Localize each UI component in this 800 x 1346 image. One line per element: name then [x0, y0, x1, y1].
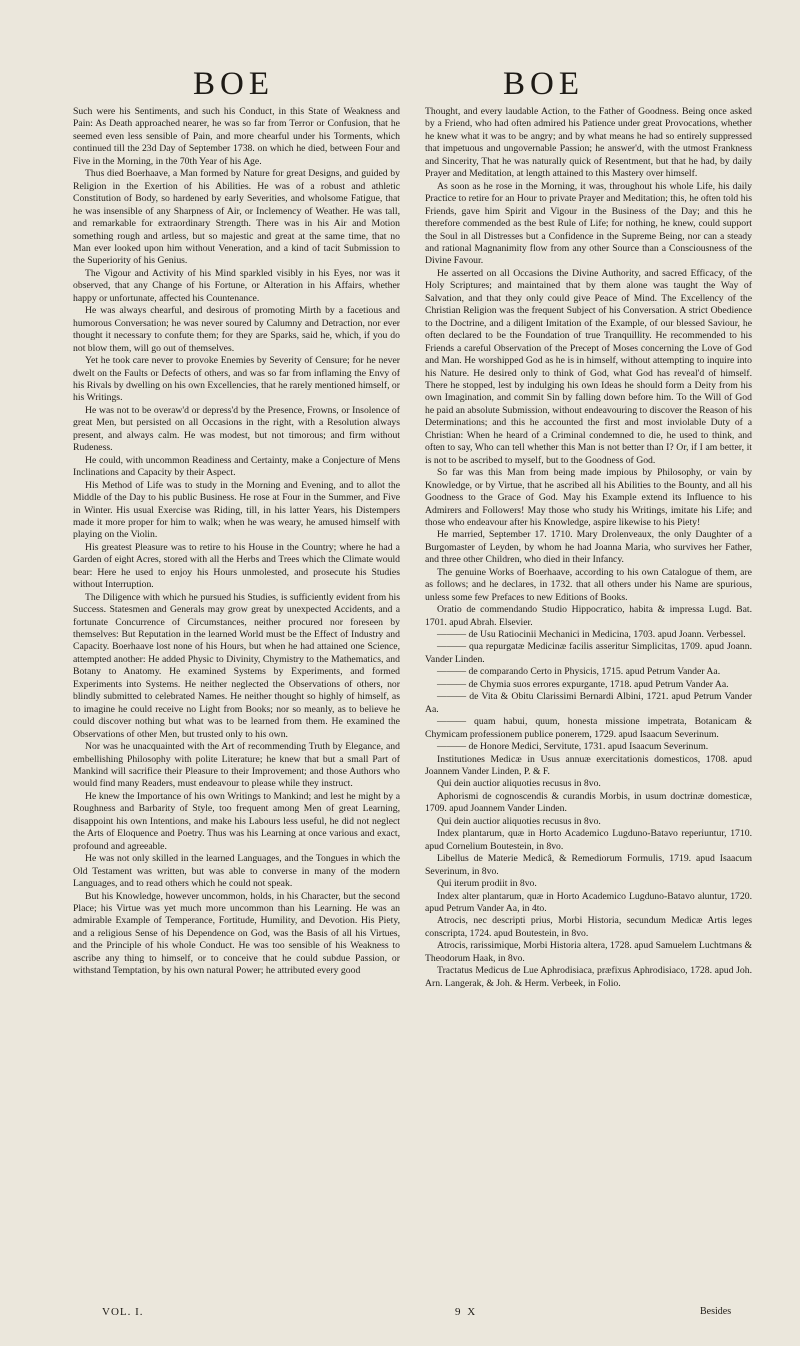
paragraph: ——— de Usu Ratiocinii Mechanici in Medicina, 1703. apud Joann. Verbessel. [437, 629, 746, 641]
paragraph: Such were his Sentiments, and such his Conduct, in this State of Weakness and Pain: As Death approached nearer, he was so far from Terror or Confusion, that he seemed even less sensible of Pain, and more chearful under his Torments, which continued till the 23d Day of September 1738. on which he died, between Four and Five in the Morning, in the 70th Year of his Age. [73, 106, 400, 167]
paragraph: The Diligence with which he pursued his Studies, is sufficiently evident from his Success. Statesmen and Generals may grow great by unexpected Accidents, and a fortunate Concurrence of Circumstances, neither procured nor foreseen by themselves: But Reputation in the learned World must be the Effect of Industry and Capacity. Boerhaave lost none of his Hours, but when he had attained one Science, attempted another: He added Physic to Divinity, Chymistry to the Mathematics, and Botany to Anatomy. He examined Systems by Experiments, and formed Experiments into Systems. He neither neglected the Observations of others, nor blindly submitted to celebrated Names. He neither thought so highly of himself, as to imagine he could receive no Light from Books; nor so meanly, as to believe he could discover nothing but what was to be learned from them. He examined the Observations of other Men, but trusted only to his own. [73, 591, 400, 740]
paragraph: He was always chearful, and desirous of promoting Mirth by a facetious and humorous Conversation; he was never soured by Calumny and Detraction, nor ever thought it necessary to confute them; for they are Sparks, said he, which, if you do not blow them, will go out of themselves. [73, 305, 400, 354]
paragraph: Atrocis, rarissimique, Morbi Historia altera, 1728. apud Samuelem Luchtmans & Theodorum Haak, in 8vo. [425, 940, 752, 964]
paragraph: Atrocis, nec descripti prius, Morbi Historia, secundum Medicæ Artis leges conscripta, 1724. apud Boutestein, in 8vo. [425, 915, 752, 939]
paragraph: ——— qua repurgatæ Medicinæ facilis asseritur Simplicitas, 1709. apud Joann. Vander Linden. [425, 641, 752, 665]
paragraph: ——— de comparando Certo in Physicis, 1715. apud Petrum Vander Aa. [437, 666, 721, 678]
page-footer [0, 1306, 800, 1326]
paragraph: Libellus de Materie Medicâ, & Remediorum Formulis, 1719. apud Isaacum Severinum, in 8vo. [425, 853, 752, 877]
paragraph: Nor was he unacquainted with the Art of recommending Truth by Elegance, and embellishing Philosophy with polite Literature; he knew that but a small Part of Mankind will sacrifice their Pleasure to their Improvement; and those Authors who would find many Readers, must endeavour to please while they instruct. [73, 741, 400, 790]
paragraph: His Method of Life was to study in the Morning and Evening, and to allot the Middle of the Day to his public Business. He rose at Four in the Summer, and Five in Winter. His usual Exercise was Riding, till, in his latter Years, his Distempers made it more proper for him to walk; when he was weary, he amused himself with playing on the Violin. [73, 479, 400, 541]
paragraph: He was not only skilled in the learned Languages, and the Tongues in which the Old Testament was written, but was able to converse in many of the modern Languages, and to read others which he could not speak. [73, 853, 400, 890]
paragraph: Thought, and every laudable Action, to the Father of Goodness. Being once asked by a Friend, who had often admired his Patience under great Provocations, whether he knew what it was to be angry; and by what means he had so entirely suppressed that impetuous and ungovernable Passion; he answer'd, with the utmost Frankness and Sincerity, That he was naturally quick of Resentment, but that he had, by daily Prayer and Meditation, at length attained to this Mastery over himself. [425, 106, 752, 180]
paragraph: The genuine Works of Boerhaave, according to his own Catalogue of them, are as follows; and he declares, in 1732. that all others under his Name are spurious, unless some few Prefaces to new Editions of Books. [425, 566, 752, 603]
paragraph: ——— de Honore Medici, Servitute, 1731. apud Isaacum Severinum. [437, 741, 709, 753]
paragraph: He was not to be overaw'd or depress'd by the Presence, Frowns, or Insolence of great Men, but persisted on all Occasions in the right, with a Resolution always present, and always calm. He was modest, but not timorous; and firm without Rudeness. [73, 404, 400, 454]
paragraph: ——— de Chymia suos errores expurgante, 1718. apud Petrum Vander Aa. [437, 678, 729, 690]
volume-label: VOL. I. [102, 1306, 144, 1318]
paragraph: Institutiones Medicæ in Usus annuæ exercitationis domesticos, 1708. apud Joannem Vander Linden, P. & F. [425, 753, 752, 778]
paragraph: He asserted on all Occasions the Divine Authority, and sacred Efficacy, of the Holy Scriptures; and maintained that by them alone was taught the Way of Salvation, and that they only could give Peace of Mind. The Excellency of the Christian Religion was the frequent Subject of his Conversation. A strict Obedience to the Doctrine, and a diligent Imitation of the Example, of our blessed Saviour, he often declared to be the Foundation of true Tranquillity. He recommended to his Friends a careful Observation of the Precept of Moses concerning the Love of God and Man. He worshipped God as he is in himself, without attempting to inquire into his Nature. He desired only to think of God, what God has reveal'd of himself. There he stopped, lest by indulging his own Ideas he should form a Deity from his own Imagination, and commit Sin by falling down before him. To the Will of God he paid an absolute Submission, without endeavouring to discover the Reason of his Determinations; and this he accounted the first and most inviolable Duty of a Christian: When he heard of a Criminal condemned to die, he used to think, and often to say, Who can tell whether this Man is not better than I? Or, if I am better, it is not to be ascribed to myself, but to the Goodness of God. [425, 267, 752, 466]
paragraph: Tractatus Medicus de Lue Aphrodisiaca, præfixus Aphrodisiaco, 1728. apud Joh. Arn. Langerak, & Joh. & Herm. Verbeek, in Folio. [425, 965, 752, 989]
paragraph: The Vigour and Activity of his Mind sparkled visibly in his Eyes, nor was it observed, that any Change of his Fortune, or Alteration in his Affairs, whether happy or unfortunate, affected his Countenance. [73, 267, 400, 304]
paragraph: Qui iterum prodiit in 8vo. [437, 878, 537, 890]
paragraph: Thus died Boerhaave, a Man formed by Nature for great Designs, and guided by Religion in the Exertion of his Abilities. He was of a robust and athletic Constitution of Body, so hardened by early Severities, and wholsome Fatigue, that he was insensible of any Sharpness of Air, or Inclemency of Weather. He was tall, and remarkable for extraordinary Strength. There was in his Air and Motion something rough and artless, but so majestic and great at the same time, that no Man ever looked upon him without Veneration, and a kind of tacit Submission to the Superiority of his Genius. [73, 168, 400, 267]
paragraph: Index alter plantarum, quæ in Horto Academico Lugduno-Batavo aluntur, 1720. apud Petrum Vander Aa, in 4to. [425, 890, 752, 914]
header-right-title: BOE [503, 66, 584, 102]
paragraph: Yet he took care never to provoke Enemies by Severity of Censure; for he never dwelt on the Faults or Defects of others, and was so far from inflaming the Envy of his Rivals by dwelling on his own Excellencies, that he rarely mentioned himself, or his Writings. [73, 355, 400, 404]
left-column [73, 106, 400, 1210]
right-column [425, 106, 752, 1210]
paragraph: Oratio de commendando Studio Hippocratico, habita & impressa Lugd. Bat. 1701. apud Abrah. Elsevier. [425, 604, 752, 628]
paragraph: He knew the Importance of his own Writings to Mankind; and lest he might by a Roughness and Barbarity of Style, too frequent among Men of great Learning, disappoint his own Intentions, and make his Labours less useful, he did not neglect the Arts of Eloquence and Poetry. Thus was his Learning at once various and exact, profound and agreeable. [73, 790, 400, 852]
paragraph: As soon as he rose in the Morning, it was, throughout his whole Life, his daily Practice to retire for an Hour to private Prayer and Meditation; this, he often told his Friends, gave him Spirit and Vigour in the Business of the Day; and this he therefore commended as the best Rule of Life; for nothing, he knew, could support the Soul in all Distresses but a Confidence in the Supreme Being, nor can a steady and rational Magnanimity flow from any other Source than a Consciousness of the Divine Favour. [425, 180, 752, 267]
paragraph: Qui dein auctior aliquoties recusus in 8vo. [437, 815, 601, 827]
paragraph: His greatest Pleasure was to retire to his House in the Country; where he had a Garden of eight Acres, stored with all the Herbs and Trees which the Climate would bear: Here he used to enjoy his Hours unmolested, and prosecute his Studies without Interruption. [73, 541, 400, 591]
header-left-title: BOE [193, 66, 274, 102]
catchword: Besides [700, 1306, 732, 1317]
paragraph: But his Knowledge, however uncommon, holds, in his Character, but the second Place; his Virtue was yet much more uncommon than his Learning. He was an admirable Example of Temperance, Fortitude, Humility, and Devotion. His Piety, and a religious Sense of his Dependence on God, was the Basis of all his Virtues, and the Principle of his whole Conduct. He was too sensible of his Weakness to ascribe any thing to himself, or to conceive that he could subdue Passion, or withstand Temptation, by his own natural Power; he attributed every good [73, 890, 400, 977]
paragraph: Qui dein auctior aliquoties recusus in 8vo. [437, 778, 601, 790]
running-head [0, 66, 800, 106]
paragraph: He married, September 17. 1710. Mary Drolenveaux, the only Daughter of a Burgomaster of Leyden, by whom he had Joanna Maria, who survives her Father, and three other Children, who died in their Infancy. [425, 529, 752, 566]
paragraph: ——— de Vita & Obitu Clarissimi Bernardi Albini, 1721. apud Petrum Vander Aa. [425, 691, 752, 715]
paragraph: So far was this Man from being made impious by Philosophy, or vain by Knowledge, or by Virtue, that he ascribed all his Abilities to the Bounty, and all his Goodness to the Grace of God. May his Example extend its Influence to his Admirers and Followers! May those who study his Writings, imitate his Life; and those who endeavour after his Knowledge, aspire likewise to his Piety! [425, 467, 752, 528]
paragraph: He could, with uncommon Readiness and Certainty, make a Conjecture of Mens Inclinations and Capacity by their Aspect. [73, 454, 400, 479]
paragraph: ——— quam habui, quum, honesta missione impetrata, Botanicam & Chymicam professionem publice ponerem, 1729. apud Isaacum Severinum. [425, 716, 752, 740]
paragraph: Aphorismi de cognoscendis & curandis Morbis, in usum doctrinæ domesticæ, 1709. apud Joannem Vander Linden. [425, 790, 752, 815]
paragraph: Index plantarum, quæ in Horto Academico Lugduno-Batavo reperiuntur, 1710. apud Cornelium Boutestein, in 8vo. [425, 828, 752, 852]
signature-mark: 9 X [455, 1306, 478, 1318]
